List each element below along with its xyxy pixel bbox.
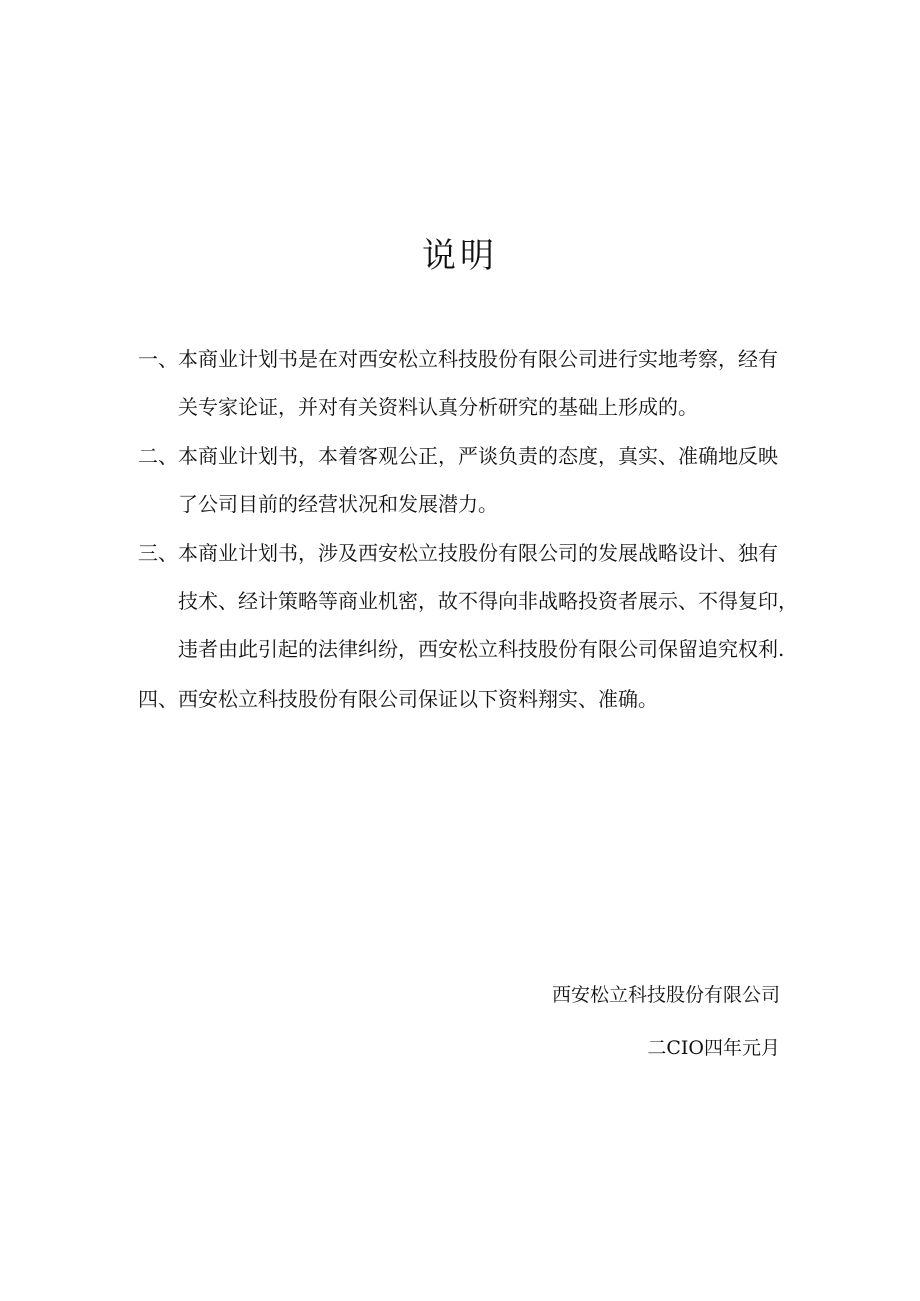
clause-1-line-2: 关专家论证，并对有关资料认真分析研究的基础上形成的。: [178, 395, 698, 419]
clause-3: [138, 529, 798, 673]
page-title: 说明: [422, 236, 498, 276]
clause-3-line-2: 技术、经计策略等商业机密，故不得向非战略投资者展示、不得复印，: [178, 589, 798, 613]
clause-4-line-1: 四、西安松立科技股份有限公司保证以下资料翔实、准确。: [138, 687, 658, 711]
clause-2-line-1: 二、本商业计划书，本着客观公正，严谈负责的态度，真实、准确地反映: [138, 444, 778, 468]
clause-2: [138, 432, 798, 528]
signature-date: 二CIO四年元月: [647, 1037, 780, 1059]
clause-3-line-3: 违者由此引起的法律纠纷，西安松立科技股份有限公司保留追究权利.: [178, 637, 785, 661]
clause-4: [138, 675, 798, 723]
clause-3-line-1: 三、本商业计划书，涉及西安松立技股份有限公司的发展战略设计、独有: [138, 541, 778, 565]
clause-2-line-2: 了公司目前的经营状况和发展潜力。: [178, 492, 498, 516]
clause-1-line-1: 一、本商业计划书是在对西安松立科技股份有限公司进行实地考察，经有: [138, 347, 778, 371]
signature-company: 西安松立科技股份有限公司: [551, 984, 780, 1006]
clause-1: [138, 335, 798, 431]
